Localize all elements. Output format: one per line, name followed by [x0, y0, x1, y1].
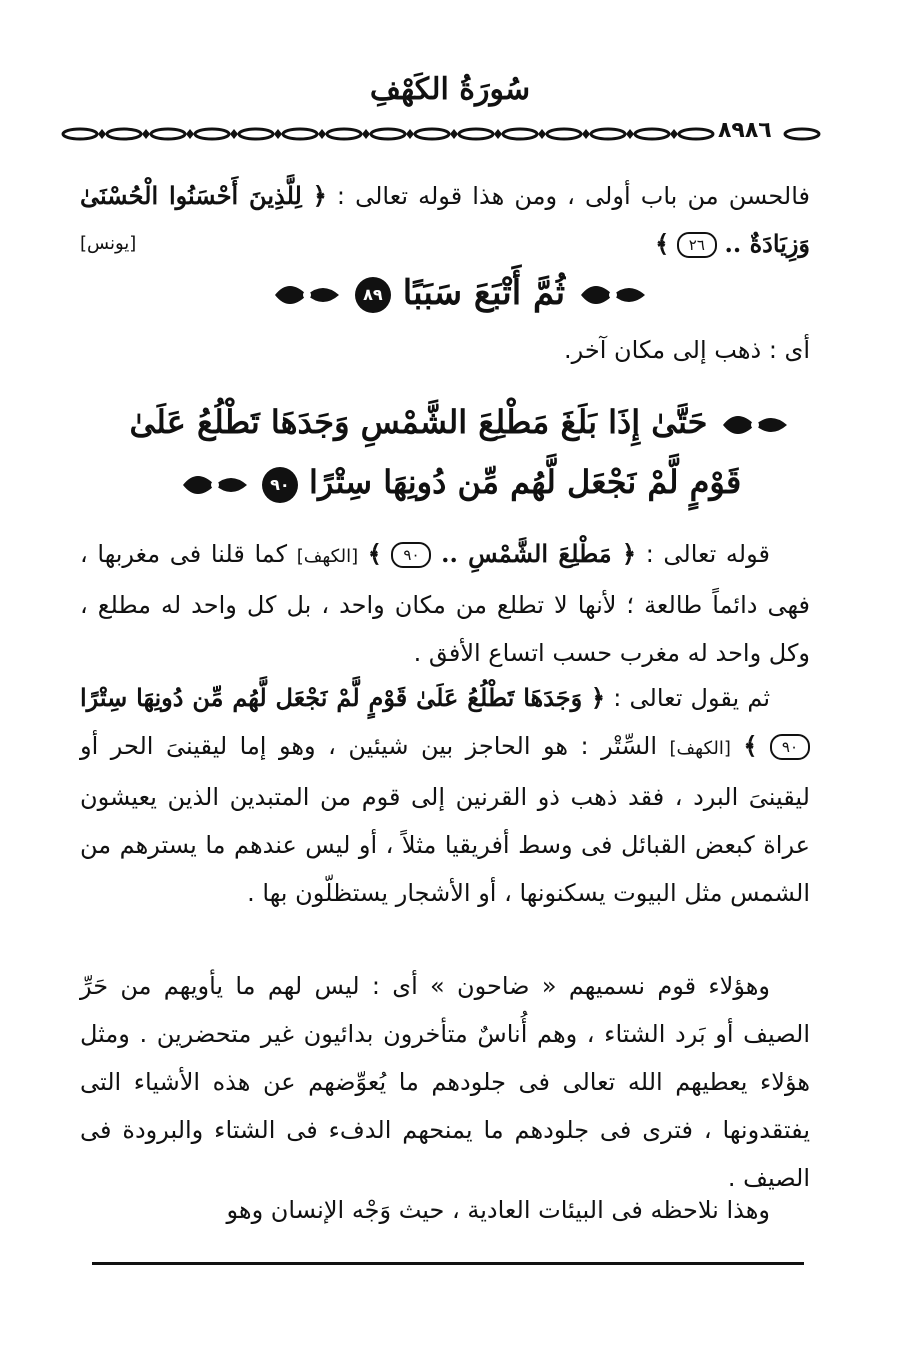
verse-89-explanation: أى : ذهب إلى مكان آخر. — [564, 336, 810, 364]
ornament-left-icon — [179, 465, 251, 505]
surah-reference: [الكهف] — [296, 546, 359, 567]
intro-paragraph — [80, 172, 810, 268]
intro-quote: ﴿ لِلَّذِينَ أَحْسَنُوا الْحُسْنَىٰ وَزِيَادَةٌ .. — [80, 181, 810, 258]
ayah-number-marker: ٩٠ — [262, 467, 298, 503]
verse-90-line-1-text: حَتَّىٰ إِذَا بَلَغَ مَطْلِعَ الشَّمْسِ وَجَدَهَا تَطْلُعُ عَلَىٰ — [129, 403, 708, 441]
ayah-number-marker: ٩٠ — [391, 542, 431, 568]
ayah-number-marker: ٢٦ — [677, 232, 717, 258]
verse-89-text: ثُمَّ أَتْبَعَ سَبَبًا — [402, 273, 566, 313]
decorative-chain-rule — [60, 126, 720, 142]
footer-rule — [92, 1262, 804, 1265]
paragraph-4: وهذا نلاحظه فى البيئات العادية ، حيث وَجْه الإنسان وهو — [226, 1196, 770, 1224]
paragraph-1: قوله تعالى : ﴿ مَطْلِعَ الشَّمْسِ .. ٩٠ ﴾ [الكهف] كما قلنا فى مغربها ، فهى دائماً طالعة ؛ لأنها لا تطلع من مكان واحد ، بل كل واحد له مطلع ، وكل واحد له مغرب حسب اتساع الأفق . — [80, 539, 810, 667]
paragraph-1-text: كما قلنا فى مغربها ، فهى دائماً طالعة ؛ لأنها لا تطلع من مكان واحد ، بل كل واحد له مطلع ، وكل واحد له مغرب حسب اتساع الأفق . — [80, 540, 810, 667]
surah-reference: [الكهف] — [669, 738, 731, 759]
ayah-number-marker: ٩٠ — [770, 734, 810, 760]
verse-90-line-2 — [100, 452, 820, 512]
verse-90-line-1 — [100, 392, 820, 452]
ornament-left-icon — [271, 275, 343, 315]
page-number: ٨٩٨٦ — [718, 118, 772, 143]
paragraph-2-text: السِّتْر : هو الحاجز بين شيئين ، وهو إما ليقينىَ الحر أو ليقينىَ البرد ، فقد ذهب ذو القرنين إلى قوم من المتبدين الذين يعيشون عراة كبعض القبائل فى وسط أفريقيا مثلاً ، أو ليس عندهم ما يسترهم من الشمس مثل البيوت يسكنونها ، أو الأشجار يستظلّون بها . — [80, 732, 810, 907]
verse-90 — [100, 392, 820, 512]
paragraph-1-lead: قوله تعالى : — [645, 540, 770, 568]
verse-89 — [100, 268, 820, 318]
surah-reference: [يونس] — [80, 233, 137, 254]
paragraph-2-lead: ثم يقول تعالى : — [613, 684, 770, 712]
ornament-right-icon — [577, 275, 649, 315]
decorative-chain-end — [782, 126, 822, 142]
intro-quote-end: ﴾ — [655, 229, 670, 258]
intro-text: فالحسن من باب أولى ، ومن هذا قوله تعالى : — [336, 182, 810, 210]
paragraph-2: ثم يقول تعالى : ﴿ وَجَدَهَا تَطْلُعُ عَلَىٰ قَوْمٍ لَّمْ نَجْعَل لَّهُم مِّن دُونِهَا سِتْرًا ٩٠ ﴾ [الكهف] السِّتْر : هو الحاجز بين شيئين ، وهو إما ليقينىَ الحر أو ليقينىَ البرد ، فقد ذهب ذو القرنين إلى قوم من المتبدين الذين يعيشون عراة كبعض القبائل فى وسط أفريقيا مثلاً ، أو ليس عندهم ما يسترهم من الشمس مثل البيوت يسكنونها ، أو الأشجار يستظلّون بها . — [80, 683, 810, 907]
paragraph-2-quote: ﴿ وَجَدَهَا تَطْلُعُ عَلَىٰ قَوْمٍ لَّمْ نَجْعَل لَّهُم مِّن دُونِهَا سِتْرًا — [80, 683, 606, 712]
verse-90-line-2-text: قَوْمٍ لَّمْ نَجْعَل لَّهُم مِّن دُونِهَا سِتْرًا — [309, 463, 742, 501]
paragraph-1-quote: ﴿ مَطْلِعَ الشَّمْسِ .. — [441, 539, 637, 568]
paragraph-3: وهؤلاء قوم نسميهم « ضاحون » أى : ليس لهم ما يأويهم من حَرِّ الصيف أو بَرد الشتاء ، وهم أُناسٌ متأخرون بدائيون غير متحضرين . ومثل هؤلاء يعطيهم الله تعالى فى جلودهم ما يُعوِّضهم عن هذه الأشياء التى يفتقدونها ، فترى فى جلودهم ما يمنحهم الدفء فى الشتاء والبرودة فى الصيف . — [80, 972, 810, 1192]
ornament-right-icon — [719, 405, 791, 445]
ayah-number-marker: ٨٩ — [355, 277, 391, 313]
surah-title: سُورَةُ الكَهْفِ — [369, 72, 531, 107]
